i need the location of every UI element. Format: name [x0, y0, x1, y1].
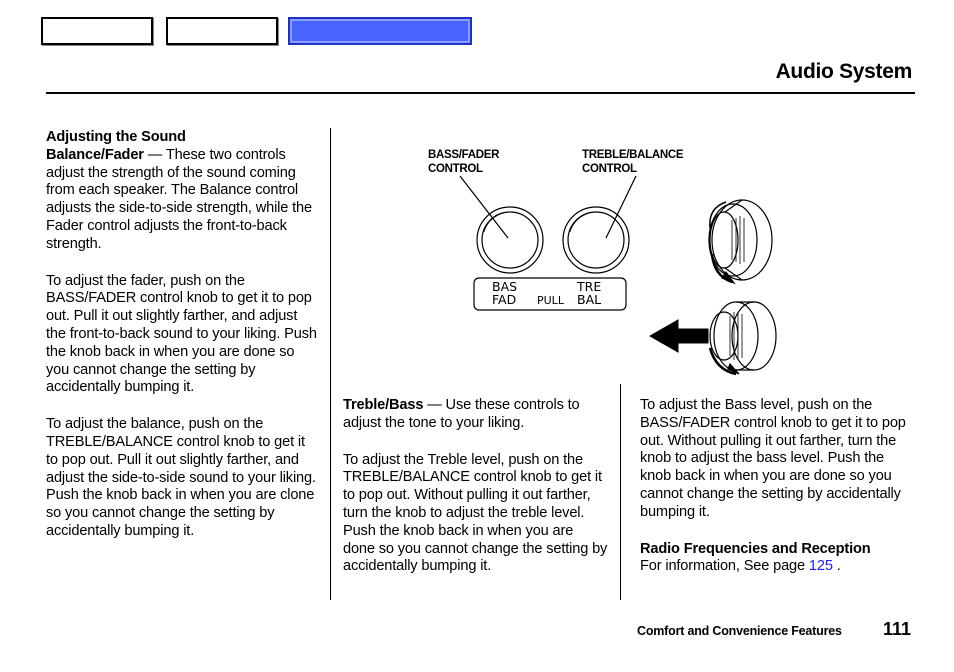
treble-balance-knob-icon [563, 207, 629, 273]
page-reference-link[interactable]: 125 [808, 558, 833, 575]
column-middle [343, 397, 608, 595]
panel-text-bas: BAS [492, 279, 518, 294]
label-line: TREBLE/BALANCE [582, 149, 684, 161]
paragraph-bass: To adjust the Bass level, push on the BASS/FADER control knob to get it to pop out. Without pulling it out farther, turn the knob to adjust the bass level. Push the knob back in when you are done so you cannot change the setting by accidentally bumping it. [640, 397, 906, 520]
nav-button-previous[interactable] [41, 17, 153, 45]
panel-text-bal: BAL [577, 292, 602, 307]
panel-text-fad: FAD [492, 292, 517, 307]
label-line: CONTROL [428, 163, 483, 175]
column-divider-1 [330, 128, 331, 600]
nav-button-next[interactable] [166, 17, 278, 45]
paragraph-treble-bass [343, 397, 608, 433]
paragraph-balance-fader [46, 147, 320, 254]
term-balance-fader: Balance/Fader [46, 146, 144, 163]
paragraph-balance: To adjust the balance, push on the TREBLE/BALANCE control knob to get it to pop out. Pull it out slightly farther, and adjust the side-to-side sound to your liking. Push the knob back in when you are clone so you cannot change the setting by accidentally bumping it. [46, 416, 316, 539]
reference-end: . [832, 558, 841, 575]
paragraph-text: — Use these controls to adjust the tone to your liking. [343, 397, 580, 431]
section-heading-radio: Radio Frequencies and Reception [640, 540, 871, 557]
panel-text-pull: PULL [537, 294, 564, 307]
rotate-knob-icon [709, 200, 772, 283]
section-heading: Adjusting the Sound [46, 129, 186, 145]
label-line: CONTROL [582, 163, 637, 175]
term-treble-bass: Treble/Bass [343, 397, 424, 413]
reference-line [640, 558, 916, 576]
knob-illustration [440, 172, 785, 382]
pull-arrow-icon [650, 320, 708, 352]
column-right [640, 397, 916, 576]
page-title: Audio System [775, 60, 912, 83]
column-divider-2 [620, 384, 621, 600]
label-line: BASS/FADER [428, 149, 500, 161]
title-divider [46, 92, 915, 94]
column-left [46, 129, 320, 560]
panel-text-tre: TRE [577, 279, 602, 294]
bass-fader-knob-icon [477, 207, 543, 273]
reference-text: For information, See page [640, 558, 809, 575]
paragraph-treble: To adjust the Treble level, push on the TREBLE/BALANCE control knob to get it to pop out. Without pulling it out farther, turn the knob to adjust the treble level. Push the knob back in when you are done so you cannot change the setting by accidentally bumping it. [343, 451, 608, 575]
footer-section-title: Comfort and Convenience Features [637, 624, 842, 638]
paragraph-text: — These two controls adjust the strength of the sound coming from each speaker. The Balance control adjusts the side-to-side strength, while the Fader control adjusts the front-to-back strength. [46, 146, 312, 252]
pull-knob-icon [710, 302, 776, 374]
page-number: 111 [883, 619, 912, 639]
paragraph-fader: To adjust the fader, push on the BASS/FADER control knob to get it to pop out. Pull it out slightly farther, and adjust the front-to-back sound to your liking. Push the knob back in when you are done so you cannot change the setting by accidentally bumping it. [46, 272, 317, 396]
nav-button-index[interactable] [288, 17, 472, 45]
